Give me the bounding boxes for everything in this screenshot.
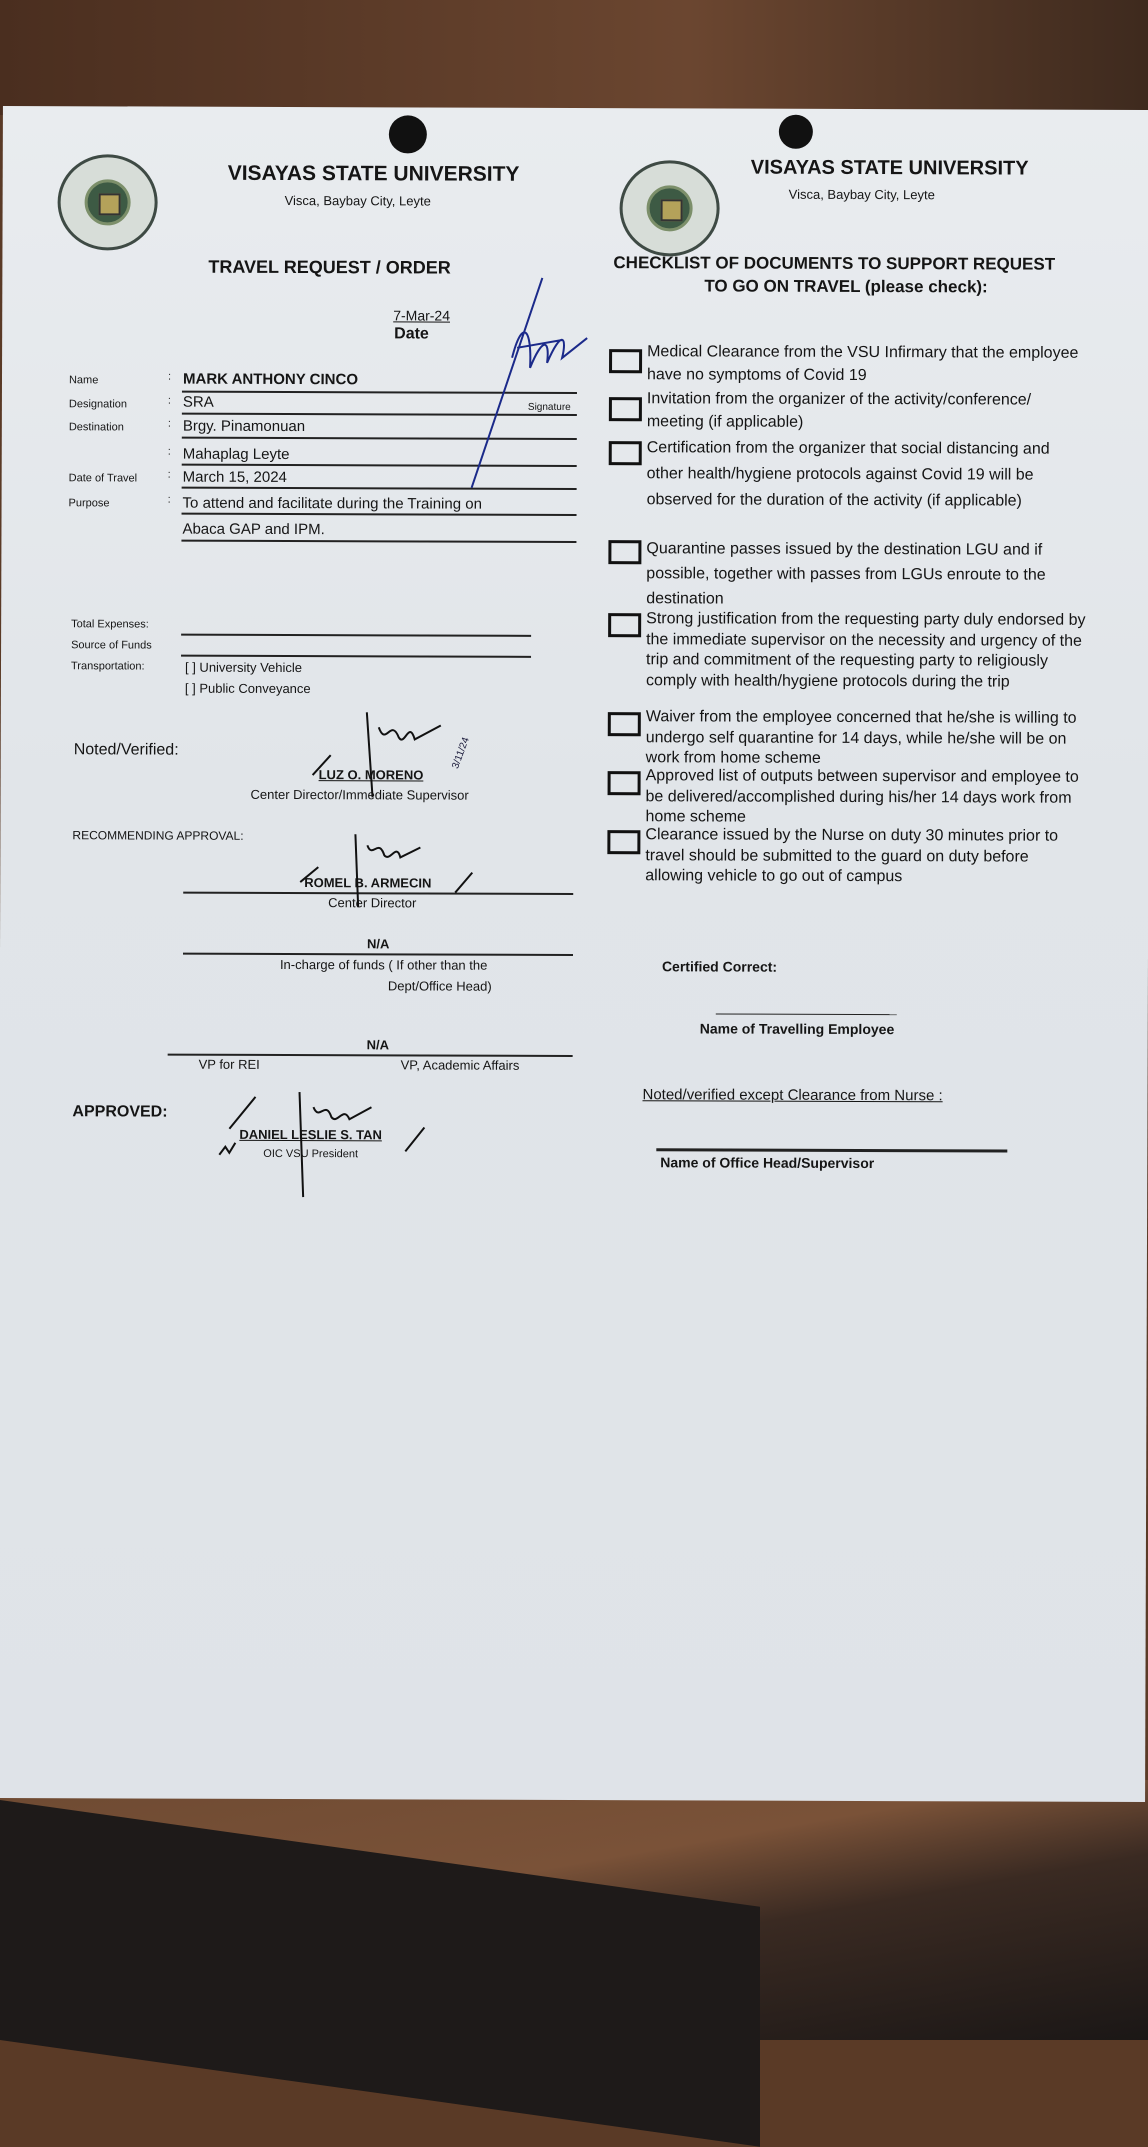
checklist-checkbox-certification[interactable] xyxy=(609,441,642,465)
form-title: TRAVEL REQUEST / ORDER xyxy=(208,256,451,278)
approved-signatory-title: OIC VSU President xyxy=(263,1147,359,1161)
punch-hole xyxy=(389,115,427,153)
checklist-checkbox-approved-outputs[interactable] xyxy=(608,771,641,795)
date-of-travel-value: March 15, 2024 xyxy=(182,468,287,486)
checklist-title-2: TO GO ON TRAVEL (please check): xyxy=(704,276,988,297)
recommending-signatory-title: Center Director xyxy=(328,895,417,911)
university-name-right: VISAYAS STATE UNIVERSITY xyxy=(750,156,1029,180)
checklist-checkbox-medical-clearance[interactable] xyxy=(609,349,642,373)
destination-value-1: Brgy. Pinamonuan xyxy=(182,417,306,436)
purpose-label: Purpose xyxy=(68,497,110,510)
vp-signatory-name: N/A xyxy=(366,1037,390,1053)
recommending-approval-label: RECOMMENDING APPROVAL: xyxy=(72,828,244,843)
colon: : xyxy=(167,417,171,430)
designation-value: SRA xyxy=(182,393,214,411)
handwritten-date: 3/11/24 xyxy=(450,735,472,771)
destination-value-2: Mahaplag Leyte xyxy=(182,445,290,464)
name-value: MARK ANTHONY CINCO xyxy=(182,370,359,389)
checklist-item-text: Certification from the organizer that social distancing and other health/hygiene protocols against Covid 19 will be observed for the duration of the activity (if applicable) xyxy=(646,439,1050,510)
table-background-top xyxy=(0,0,1148,115)
colon: : xyxy=(167,468,171,481)
signature-label: Signature xyxy=(527,401,571,413)
checklist-checkbox-invitation[interactable] xyxy=(609,397,642,421)
university-seal-logo-right xyxy=(619,160,719,256)
checklist-item-text: Waiver from the employee concerned that he/she is willing to undergo self quarantine for 14 days, while he/she will be on work from home scheme xyxy=(645,708,1077,767)
university-address: Visca, Baybay City, Leyte xyxy=(284,192,431,209)
checklist-title-1: CHECKLIST OF DOCUMENTS TO SUPPORT REQUEST xyxy=(613,253,1056,274)
checklist-item-text: Quarantine passes issued by the destination LGU and if possible, together with passes from LGUs enroute to the destination xyxy=(646,540,1046,608)
destination-label: Destination xyxy=(68,421,124,434)
approved-label: APPROVED: xyxy=(72,1103,168,1121)
checklist-item-text: Medical Clearance from the VSU Infirmary that the employee have no symptoms of Covid 19 xyxy=(646,343,1079,384)
transport-option-public-conveyance[interactable]: [ ] Public Conveyance xyxy=(184,680,311,697)
funds-signatory-title-1: In-charge of funds ( If other than the xyxy=(279,956,488,973)
designation-label: Designation xyxy=(68,398,128,411)
checklist-checkbox-quarantine-passes[interactable] xyxy=(608,540,641,564)
noted-verified-label: Noted/Verified: xyxy=(73,741,179,759)
checklist-item-text: Clearance issued by the Nurse on duty 30 minutes prior to travel should be submitted to the guard on duty before allowing vehicle to go out of campus xyxy=(645,826,1059,886)
checklist-checkbox-waiver[interactable] xyxy=(608,712,641,736)
date-value: 7-Mar-24 xyxy=(393,307,451,324)
checklist-checkbox-strong-justification[interactable] xyxy=(608,613,641,637)
university-seal-logo xyxy=(57,154,157,250)
noted-signatory-name: LUZ O. MORENO xyxy=(318,767,424,783)
vp-academic-affairs-title: VP, Academic Affairs xyxy=(400,1057,520,1073)
name-label: Name xyxy=(68,374,99,387)
employee-signature xyxy=(472,278,588,488)
colon: : xyxy=(167,370,172,383)
checklist-checkbox-nurse-clearance[interactable] xyxy=(607,830,640,854)
approved-signatory-name: DANIEL LESLIE S. TAN xyxy=(239,1126,382,1143)
noted-except-nurse-label: Noted/verified except Clearance from Nurse : xyxy=(642,1086,943,1105)
colon: : xyxy=(167,394,172,407)
university-address-right: Visca, Baybay City, Leyte xyxy=(788,186,935,203)
funds-signatory-title-2: Dept/Office Head) xyxy=(387,978,492,994)
funds-signatory-name: N/A xyxy=(367,936,390,952)
travelling-employee-label: Name of Travelling Employee xyxy=(699,1020,895,1038)
noted-signatory-title: Center Director/Immediate Supervisor xyxy=(250,786,469,803)
checklist-item-text: Invitation from the organizer of the activity/conference/ meeting (if applicable) xyxy=(646,390,1032,431)
date-of-travel-label: Date of Travel xyxy=(68,472,138,485)
colon: : xyxy=(167,493,171,506)
travel-request-document xyxy=(0,106,1148,1802)
checklist-item-text: Strong justification from the requesting party duly endorsed by the immediate supervisor on the necessity and urgency of the trip and commitment of the requesting party to religiously comply with health/hygiene protocols during the trip xyxy=(645,610,1086,691)
checklist-item-text: Approved list of outputs between supervisor and employee to be delivered/accomplished during his/her 14 days work from home scheme xyxy=(645,767,1079,826)
vp-rei-title: VP for REI xyxy=(198,1056,260,1072)
recommending-signatory-name: ROMEL B. ARMECIN xyxy=(304,875,432,891)
purpose-value-1: To attend and facilitate during the Training on xyxy=(182,494,482,513)
transportation-label: Transportation: xyxy=(70,660,145,673)
date-label: Date xyxy=(394,325,429,343)
punch-hole xyxy=(779,115,813,149)
office-head-label: Name of Office Head/Supervisor xyxy=(660,1154,875,1172)
colon: : xyxy=(167,445,171,458)
purpose-value-2: Abaca GAP and IPM. xyxy=(182,520,325,539)
transport-option-university-vehicle[interactable]: [ ] University Vehicle xyxy=(184,659,303,676)
certified-correct-label: Certified Correct: xyxy=(661,958,778,975)
source-of-funds-label: Source of Funds xyxy=(71,639,152,652)
total-expenses-label: Total Expenses: xyxy=(71,618,149,631)
university-name: VISAYAS STATE UNIVERSITY xyxy=(227,161,520,186)
